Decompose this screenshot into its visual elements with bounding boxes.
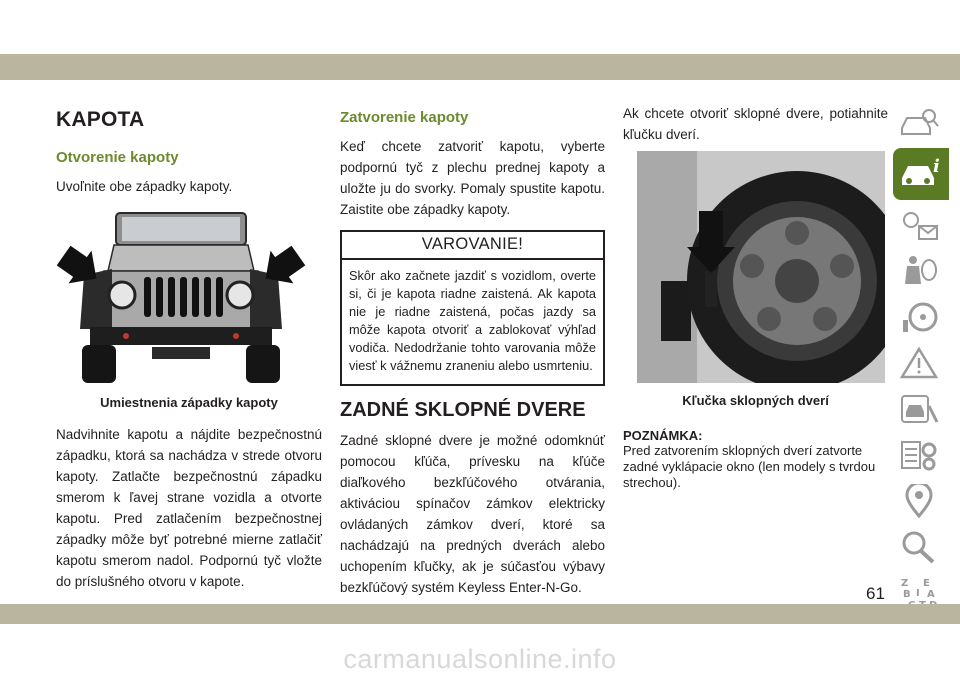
car-wrench-icon[interactable]: [893, 388, 943, 430]
page-number: 61: [866, 584, 885, 603]
jeep-front-illustration: [56, 209, 322, 385]
car-info-icon[interactable]: [893, 148, 949, 200]
page-title: KAPOTA: [56, 108, 145, 131]
liftgate-handle-figure: [623, 151, 888, 383]
top-band: [0, 54, 960, 80]
spare-tire-illustration: [637, 151, 885, 383]
column-2: [340, 100, 605, 598]
warning-triangle-icon[interactable]: [893, 342, 943, 384]
index-letter: Z: [901, 578, 909, 589]
chapter-tabs: [893, 102, 945, 618]
watermark: carmanualsonline.info: [343, 644, 617, 674]
map-pin-icon[interactable]: [893, 480, 943, 522]
hood-open-instructions: Nadvihnite kapotu a nájdite bezpečnostnú západku, ktorá sa nachádza v strede otvoru kapoty. Zatlačte bezpečnostnú západku smerom k ľavej strane vozidla a otvorte kapotu. Pred zatlačením bezpečnostnej západky môže byť potrebné mierne zatlačiť kapotu smerom nadol. Podpornú tyč vložte do príslušného otvoru v kapote.: [56, 427, 322, 589]
hood-latch-figure: [56, 209, 322, 385]
warning-text: Skôr ako začnete jazdiť s vozidlom, overte si, či je kapota riadne zaistená. Ak kapota nie je riadne zaistená, počas jazdy sa môže kapota otvoriť a zablokovať výhľad vodiča. Nedodržanie tohto varovania môže viesť k vážnemu zraneniu alebo usmrteniu.: [349, 268, 596, 373]
magnifier-icon[interactable]: [893, 526, 943, 568]
warning-title: VAROVANIE!: [342, 232, 603, 260]
column-3: [623, 100, 888, 491]
car-magnifier-icon[interactable]: [893, 102, 943, 144]
index-letter: E: [923, 578, 930, 589]
liftgate-open-text: Ak chcete otvoriť sklopné dvere, potiahnite kľučku dverí.: [623, 106, 888, 142]
svg-text:i: i: [933, 156, 940, 177]
figure-caption-hood: Umiestnenia západky kapoty: [100, 395, 278, 410]
liftgate-text: Zadné sklopné dvere je možné odomknúť pomocou kľúča, prívesku na kľúče diaľkového bezkľúčového otvárania, aktiváciou spínačov zámkov elektricky ovládaných zámkov dverí, ktoré sa nachádzajú na predných dverách alebo uchopením kľučky, ak je súčasťou výbavy bezkľúčový systém Keyless Enter-N-Go.: [340, 433, 605, 595]
subtitle-hood-close: Zatvorenie kapoty: [340, 109, 469, 126]
section-title-liftgate: ZADNÉ SKLOPNÉ DVERE: [340, 399, 586, 421]
warning-lights-icon[interactable]: [893, 204, 943, 246]
note-title: POZNÁMKA:: [623, 428, 703, 443]
figure-caption-liftgate: Kľučka sklopných dverí: [682, 393, 829, 408]
warning-box: [340, 230, 605, 386]
bottom-band: [0, 604, 960, 624]
steering-wheel-icon[interactable]: [893, 296, 943, 338]
column-1: [56, 100, 322, 592]
airbag-person-icon[interactable]: [893, 250, 943, 292]
list-gears-icon[interactable]: [893, 434, 943, 476]
index-letter: A: [927, 589, 935, 600]
index-letter: I: [916, 588, 920, 599]
note-text: Pred zatvorením sklopných dverí zatvorte zadné vyklápacie okno (len modely s tvrdou strechou).: [623, 443, 876, 490]
intro-text: Uvoľnite obe západky kapoty.: [56, 179, 233, 194]
index-letter: B: [903, 589, 911, 600]
subtitle-hood-open: Otvorenie kapoty: [56, 149, 179, 166]
hood-close-instructions: Keď chcete zatvoriť kapotu, vyberte podpornú tyč z plechu prednej kapoty a uložte ju do svorky. Pomaly spustite kapotu. Zaistite obe západky kapoty.: [340, 139, 605, 217]
